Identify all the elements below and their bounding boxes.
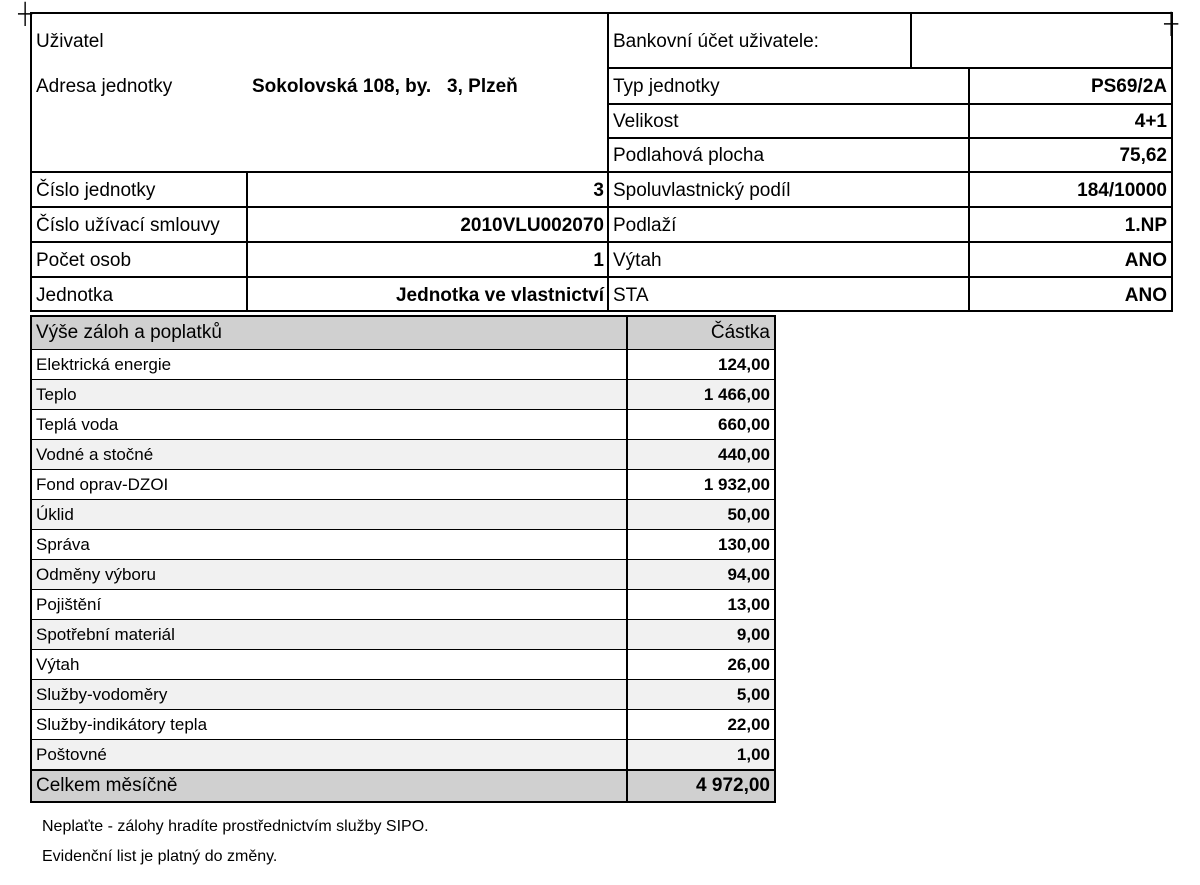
contract-number-value: 2010VLU002070 [460,215,604,236]
fees-header [32,317,774,349]
fees-total-row [32,769,774,801]
floor-value: 1.NP [1124,215,1167,236]
fee-label: Teplá voda [32,410,628,439]
fee-amount: 1 932,00 [703,474,770,494]
fee-label: Úklid [32,500,628,529]
fee-label: Spotřební materiál [32,620,628,649]
sta-value: ANO [1124,285,1167,306]
unit-type-value: Jednotka ve vlastnictví [395,285,604,306]
persons-value: 1 [593,250,604,271]
table-row [32,529,774,559]
validity-note: Evidenční list je platný do změny. [42,848,278,865]
table-row [32,679,774,709]
table-row [32,409,774,439]
address-value: Sokolovská 108, by. 3, Plzeň [252,76,518,97]
fees-total-amount: 4 972,00 [696,775,770,796]
user-label: Uživatel [36,31,104,52]
fee-label: Vodné a stočné [32,440,628,469]
unit-kind-value: PS69/2A [1090,76,1167,97]
crop-mark-top-left: ┼ [18,3,33,25]
contract-number-label: Číslo užívací smlouvy [36,215,220,236]
bank-account-label: Bankovní účet uživatele: [613,31,819,52]
table-row [32,619,774,649]
table-row [32,379,774,409]
table-row [32,709,774,739]
fee-amount: 440,00 [718,444,770,464]
fee-amount: 130,00 [718,534,770,554]
fee-label: Služby-vodoměry [32,680,628,709]
unit-number-label: Číslo jednotky [36,180,156,201]
fee-amount: 660,00 [718,414,770,434]
fee-amount: 22,00 [727,714,770,734]
persons-label: Počet osob [36,250,132,271]
fees-table [30,315,776,803]
fees-header-label: Výše záloh a poplatků [32,317,628,349]
fee-label: Správa [32,530,628,559]
fee-amount: 94,00 [727,564,770,584]
fee-label: Pojištění [32,590,628,619]
size-value: 4+1 [1134,111,1167,132]
address-label: Adresa jednotky [36,76,173,97]
fee-amount: 13,00 [727,594,770,614]
co-ownership-label: Spoluvlastnický podíl [613,180,791,201]
fee-amount: 1,00 [736,744,770,764]
fee-label: Odměny výboru [32,560,628,589]
table-row [32,469,774,499]
fee-label: Služby-indikátory tepla [32,710,628,739]
table-row [32,739,774,769]
fee-label: Teplo [32,380,628,409]
unit-type-label: Jednotka [36,285,114,306]
fee-amount: 50,00 [727,504,770,524]
sipo-note: Neplaťte - zálohy hradíte prostřednictvím služby SIPO. [42,818,429,835]
fee-amount: 9,00 [736,624,770,644]
table-row [32,499,774,529]
floor-area-label: Podlahová plocha [613,145,765,166]
fee-label: Výtah [32,650,628,679]
floor-label: Podlaží [613,215,677,236]
unit-kind-label: Typ jednotky [613,76,720,97]
fee-amount: 5,00 [736,684,770,704]
table-row [32,649,774,679]
fees-header-amount: Částka [710,322,770,343]
co-ownership-value: 184/10000 [1077,180,1167,201]
fee-amount: 1 466,00 [703,384,770,404]
table-row [32,589,774,619]
unit-number-value: 3 [593,180,604,201]
fee-amount: 124,00 [718,354,770,374]
elevator-label: Výtah [613,250,662,271]
table-row [32,349,774,379]
size-label: Velikost [613,111,679,132]
fee-label: Elektrická energie [32,350,628,379]
crop-mark-top-right: ┼ [1164,13,1179,35]
sta-label: STA [613,285,649,306]
fee-label: Fond oprav-DZOI [32,470,628,499]
fee-label: Poštovné [32,740,628,769]
table-row [32,439,774,469]
floor-area-value: 75,62 [1119,145,1167,166]
elevator-value: ANO [1124,250,1167,271]
table-row [32,559,774,589]
fee-amount: 26,00 [727,654,770,674]
fees-total-label: Celkem měsíčně [32,771,628,801]
